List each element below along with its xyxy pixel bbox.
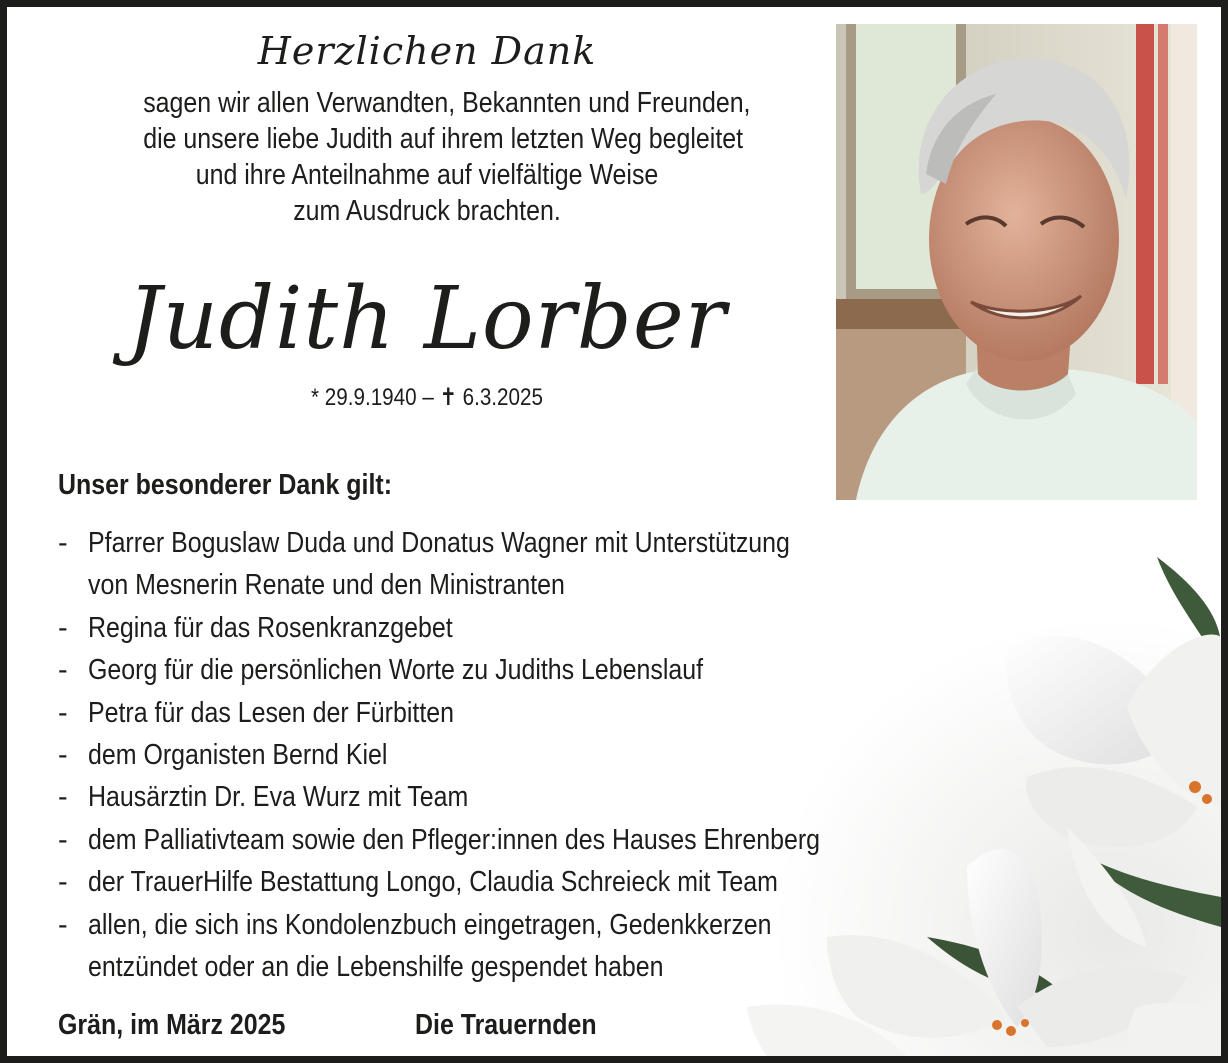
intro-line: sagen wir allen Verwandten, Bekannten und Freunden,	[143, 87, 751, 119]
deceased-name: Judith Lorber	[127, 269, 727, 369]
thanks-heading: Unser besonderer Dank gilt:	[58, 469, 393, 501]
portrait-photo	[836, 24, 1197, 500]
list-item: - Petra für das Lesen der Fürbitten	[58, 696, 454, 729]
list-item: - dem Palliativteam sowie den Pfleger:innen des Hauses Ehrenberg	[58, 823, 820, 856]
list-item: - Pfarrer Boguslaw Duda und Donatus Wagner mit Unterstützung	[58, 527, 790, 559]
list-item: - dem Organisten Bernd Kiel	[58, 739, 388, 772]
list-item: - allen, die sich ins Kondolenzbuch eingetragen, Gedenkkerzen	[58, 908, 772, 941]
thanks-list	[58, 522, 958, 988]
signature: Die Trauernden	[415, 1009, 597, 1041]
place-and-date: Grän, im März 2025	[58, 1009, 286, 1041]
intro-line: und ihre Anteilnahme auf vielfältige Weise	[195, 159, 659, 191]
list-item: - Georg für die persönlichen Worte zu Judiths Lebenslauf	[58, 654, 704, 687]
intro-block	[97, 27, 757, 229]
intro-line: zum Ausdruck brachten.	[293, 195, 561, 227]
life-dates: * 29.9.1940 – ✝ 6.3.2025	[311, 384, 543, 411]
list-item: - Hausärztin Dr. Eva Wurz mit Team	[58, 781, 469, 814]
heading: Herzlichen Dank	[257, 29, 597, 73]
intro-line: die unsere liebe Judith auf ihrem letzten Weg begleitet	[143, 123, 744, 155]
list-item-continuation: entzündet oder an die Lebenshilfe gespendet haben	[88, 951, 664, 984]
list-item: - Regina für das Rosenkranzgebet	[58, 611, 453, 644]
list-item-continuation: von Mesnerin Renate und den Ministranten	[88, 569, 565, 602]
list-item: - der TrauerHilfe Bestattung Longo, Claudia Schreieck mit Team	[58, 866, 778, 899]
